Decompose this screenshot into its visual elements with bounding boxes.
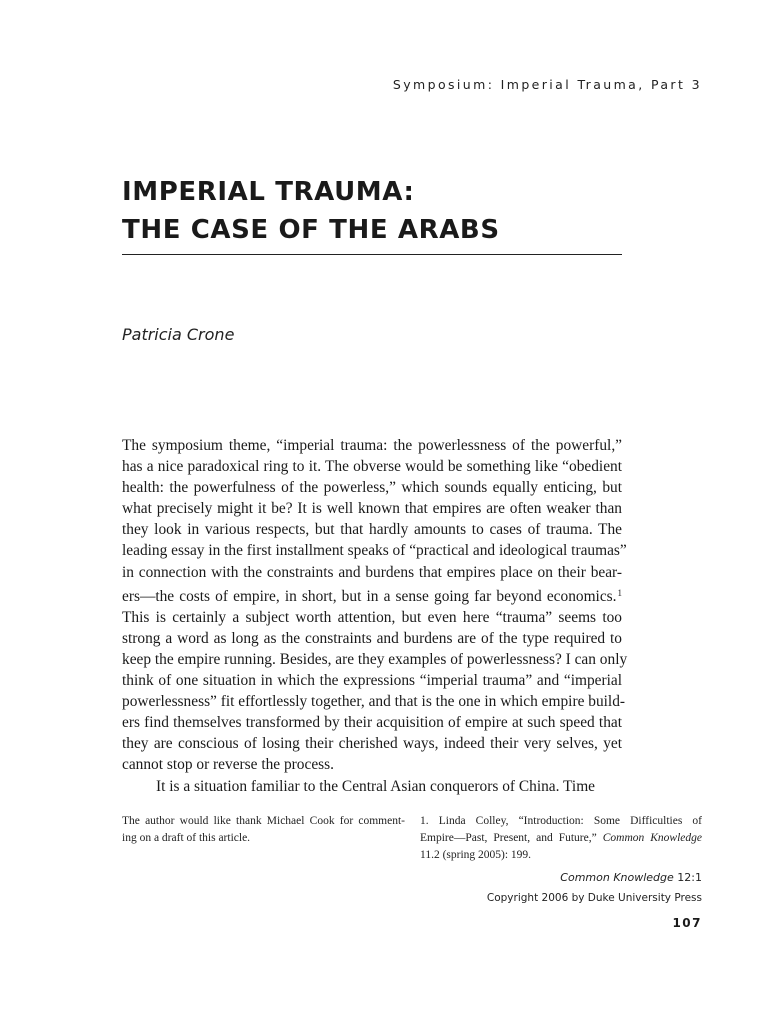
body-line: The symposium theme, “imperial trauma: the powerlessness of the powerful,” <box>122 437 622 454</box>
body-line: powerlessness” fit effortlessly together, and that is the one in which empire build- <box>122 693 626 711</box>
footnote-journal-title: Common Knowledge <box>602 832 703 844</box>
running-head: Symposium: Imperial Trauma, Part 3 <box>392 77 702 92</box>
body-line: they look in various respects, but that hardly amounts to cases of trauma. The <box>122 521 622 539</box>
note-line: The author would like thank Michael Cook for comment- <box>122 815 405 827</box>
footnote-line: 1. Linda Colley, “Introduction: Some Difficulties of <box>420 815 702 827</box>
body-line: strong a word as long as the constraints and burdens are of the type required to <box>122 629 622 647</box>
body-line-text: ers—the costs of empire, in short, but in a sense going far beyond economics. <box>122 587 617 605</box>
journal-citation <box>560 871 702 884</box>
journal-issue: 12:1 <box>673 871 702 884</box>
body-text <box>122 435 628 797</box>
body-line: health: the powerfulness of the powerless,” which sounds equally enticing, but <box>122 479 622 497</box>
title-line-1: IMPERIAL TRAUMA: <box>122 177 415 207</box>
footnote-line: 11.2 (spring 2005): 199. <box>420 849 532 861</box>
note-line: ing on a draft of this article. <box>122 832 251 844</box>
title-line-2: THE CASE OF THE ARABS <box>122 215 500 245</box>
body-line: cannot stop or reverse the process. <box>122 756 334 774</box>
acknowledgment-note <box>122 813 405 847</box>
body-line: think of one situation in which the expressions “imperial trauma” and “imperial <box>122 672 622 690</box>
body-line: what precisely might it be? It is well known that empires are often weaker than <box>122 500 622 518</box>
article-title <box>122 173 622 249</box>
body-line: leading essay in the first installment speaks of “practical and ideological traumas” <box>122 542 627 560</box>
body-line: ers find themselves transformed by their acquisition of empire at such speed that <box>122 714 622 732</box>
body-line: they are conscious of losing their cherished ways, indeed their very selves, yet <box>122 735 622 753</box>
author-name: Patricia Crone <box>122 325 235 344</box>
footnote-line <box>420 830 702 847</box>
body-line: This is certainly a subject worth attention, but even here “trauma” seems too <box>122 608 622 626</box>
copyright-notice: Copyright 2006 by Duke University Press <box>486 892 702 904</box>
page-number: 107 <box>672 916 702 930</box>
body-line: It is a situation familiar to the Central Asian conquerors of China. Time <box>156 777 595 795</box>
body-line: in connection with the constraints and burdens that empires place on their bear- <box>122 563 622 581</box>
footnote-text: Empire—Past, Present, and Future,” <box>420 832 603 844</box>
body-line: has a nice paradoxical ring to it. The obverse would be something like “obedient <box>122 458 622 476</box>
body-line-with-footnote <box>122 583 622 607</box>
journal-name: Common Knowledge <box>560 871 674 884</box>
body-line: keep the empire running. Besides, are they examples of powerlessness? I can only <box>122 650 628 668</box>
footnote-1 <box>420 813 702 864</box>
title-rule <box>122 254 622 255</box>
footnote-marker[interactable]: 1 <box>617 587 622 598</box>
